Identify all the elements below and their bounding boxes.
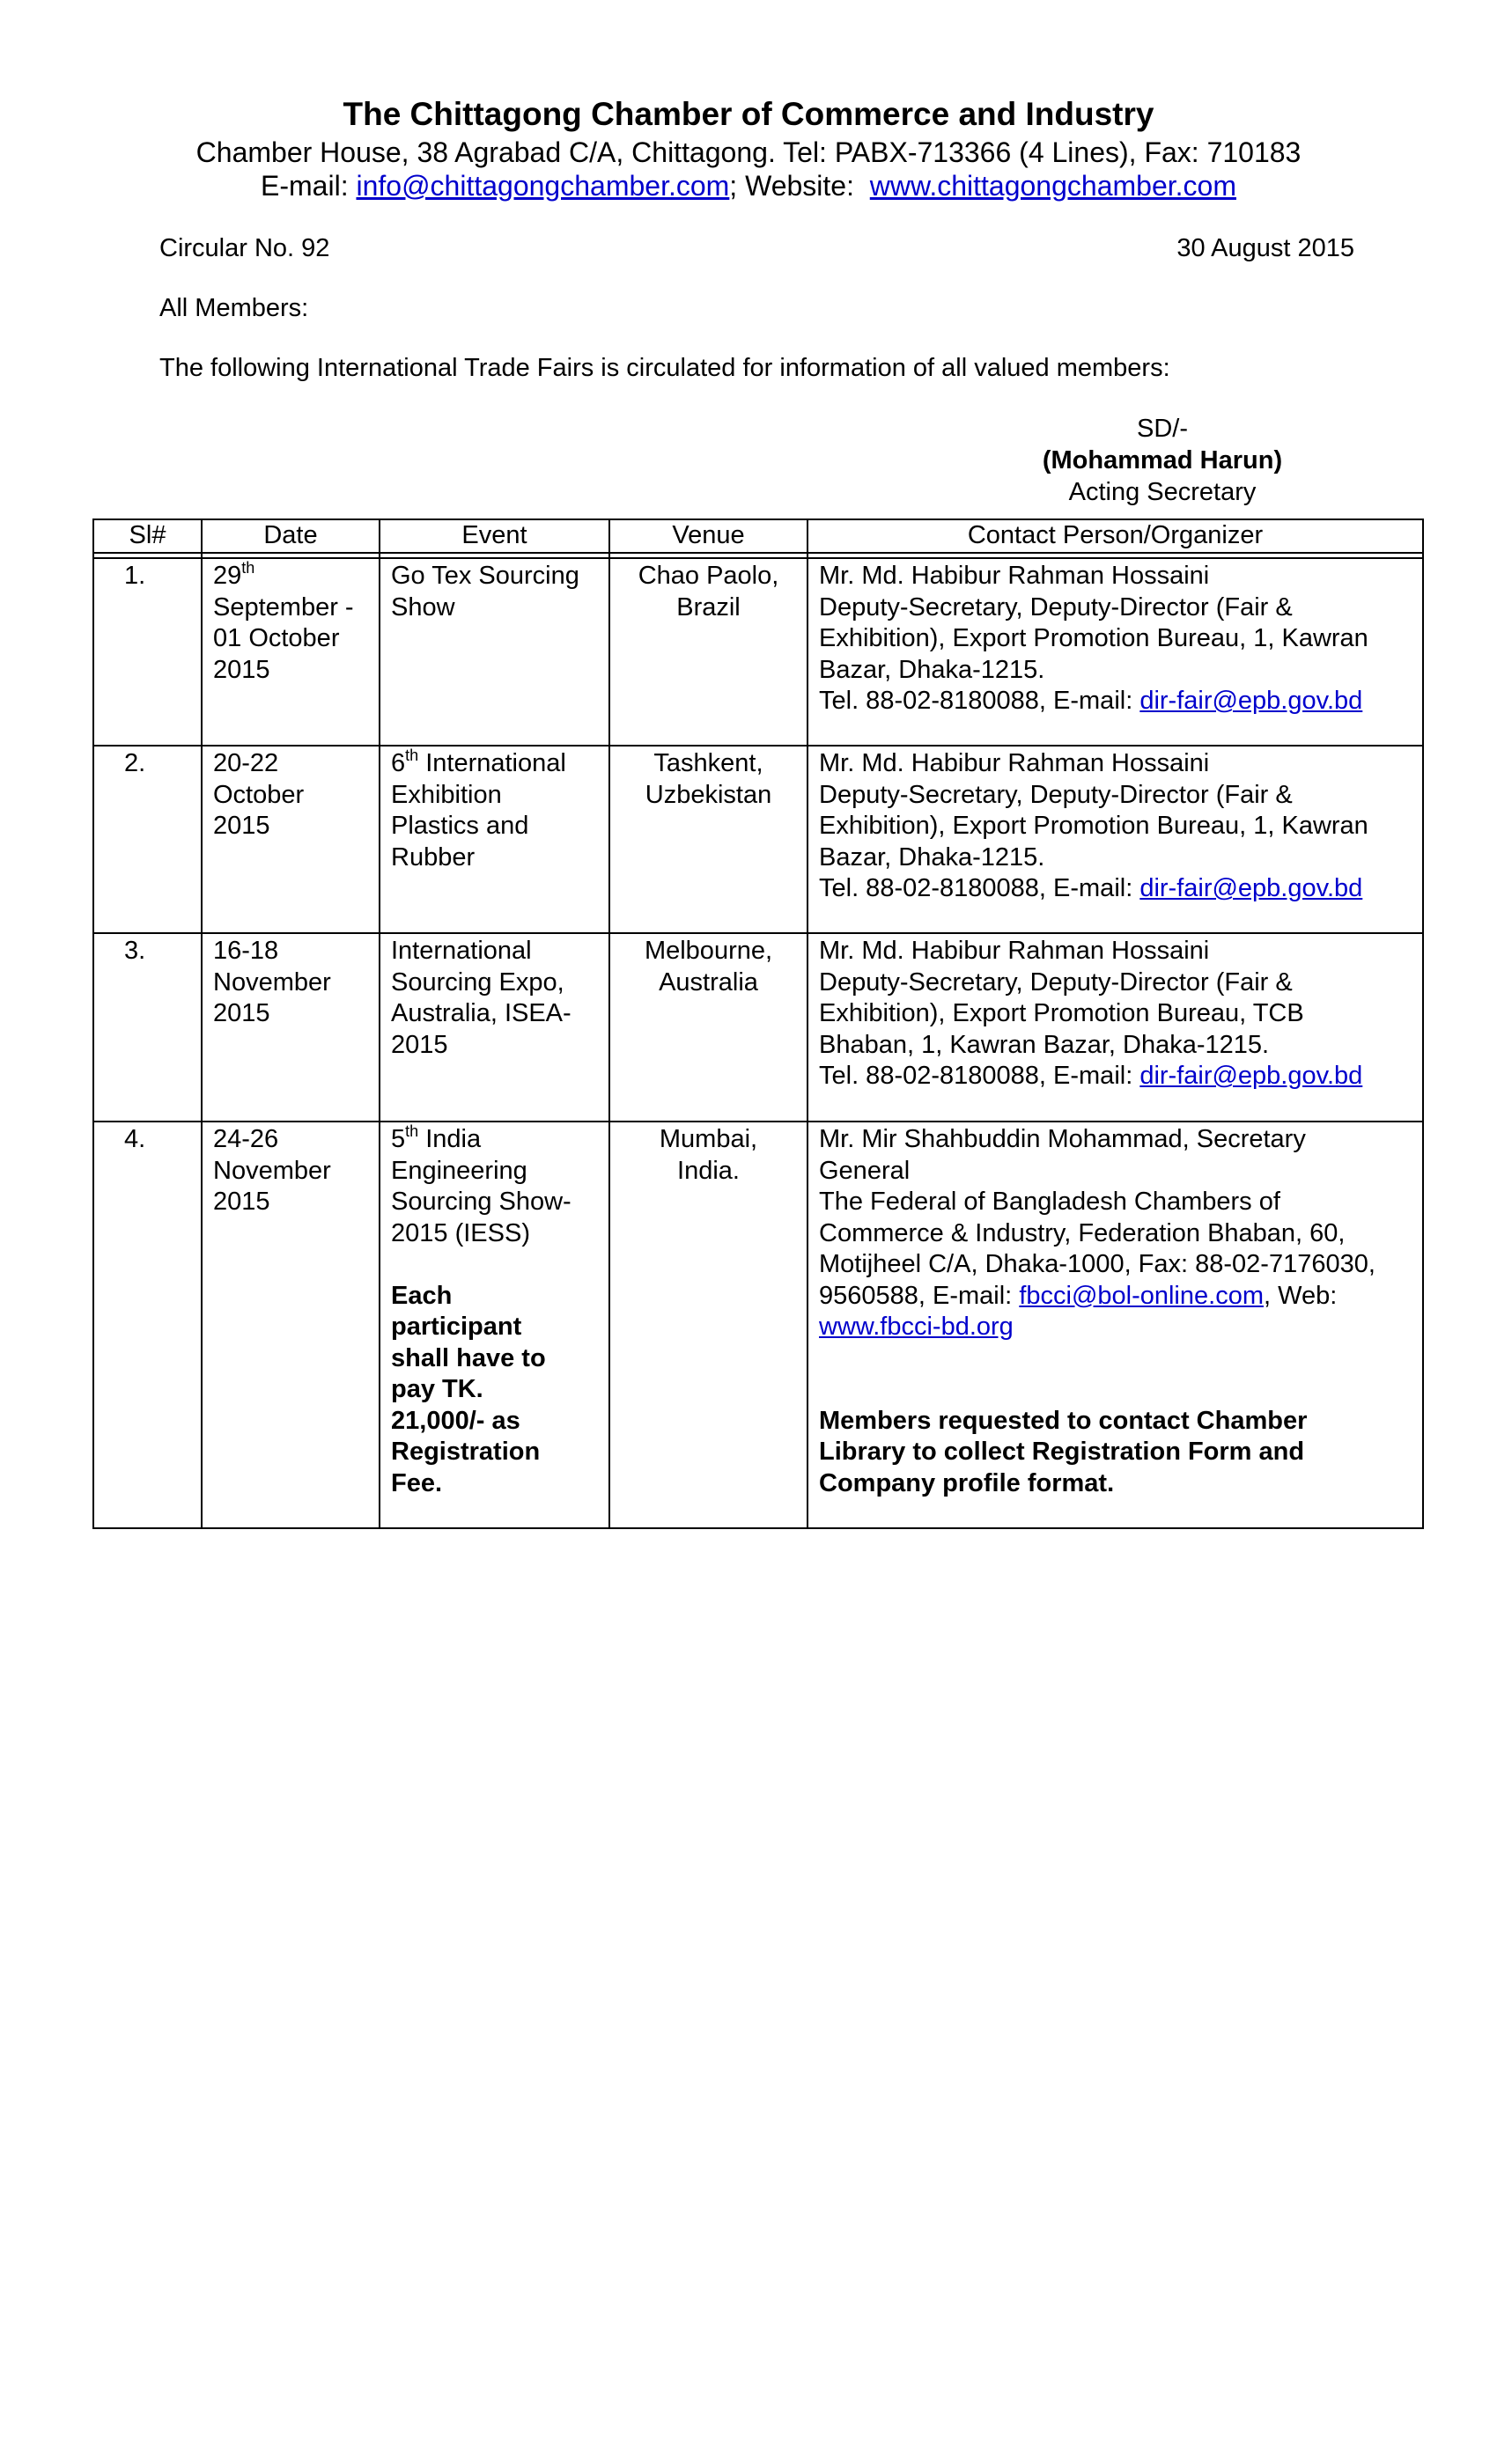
- members-note: Members requested to contact Chamber Library to collect Registration Form and Company profile format.: [819, 1406, 1308, 1497]
- row-divider: [92, 557, 1424, 559]
- row-1-venue: Chao Paolo, Brazil: [638, 562, 779, 622]
- col-divider: [608, 519, 610, 1529]
- header-date: Date: [263, 521, 318, 549]
- row-1-date: 29th September - 01 October 2015: [213, 559, 354, 684]
- registration-fee-note: Each participant shall have to pay TK. 21,000/- as Registration Fee.: [391, 1281, 546, 1497]
- contact-email-link[interactable]: dir-fair@epb.gov.bd: [1139, 874, 1363, 902]
- organization-title: The Chittagong Chamber of Commerce and Industry: [343, 96, 1154, 132]
- row-3-contact: Mr. Md. Habibur Rahman Hossaini Deputy-Secretary, Deputy-Director (Fair & Exhibition), Export Promotion Bureau, TCB Bhaban, 1, Kawran Bazar, Dhaka-1215. Tel. 88-02-8180088, E-mail: dir-fair@epb.gov.bd: [819, 937, 1363, 1090]
- salutation: All Members:: [159, 294, 309, 322]
- row-1-sl: 1.: [124, 562, 146, 590]
- row-divider: [92, 932, 1424, 934]
- header-event: Event: [461, 521, 527, 549]
- website-label: ; Website:: [729, 170, 854, 202]
- row-divider: [92, 552, 1424, 554]
- row-4-contact: Mr. Mir Shahbuddin Mohammad, Secretary General The Federal of Bangladesh Chambers of Commerce & Industry, Federation Bhaban, 60, Motijheel C/A, Dhaka-1000, Fax: 88-02-7176030, 9560588, E-mail: fbcci@bol-online.com, Web: www.fbcci-bd.org Members requested to contact Chamber Library to collect Registration Form and Company profile format.: [819, 1124, 1375, 1499]
- row-3-sl: 3.: [124, 937, 146, 965]
- fbcci-website-link[interactable]: www.fbcci-bd.org: [819, 1313, 1014, 1341]
- col-divider: [807, 519, 808, 1529]
- contact-email-link[interactable]: dir-fair@epb.gov.bd: [1139, 1062, 1363, 1090]
- row-2-contact: Mr. Md. Habibur Rahman Hossaini Deputy-Secretary, Deputy-Director (Fair & Exhibition), Export Promotion Bureau, 1, Kawran Bazar, Dhaka-1215. Tel. 88-02-8180088, E-mail: dir-fair@epb.gov.bd: [819, 749, 1368, 902]
- email-label: E-mail:: [261, 170, 349, 202]
- col-divider: [201, 519, 203, 1529]
- row-2-date: 20-22 October 2015: [213, 749, 305, 840]
- row-2-event: 6th International Exhibition Plastics and Rubber: [391, 747, 566, 872]
- row-1-contact: Mr. Md. Habibur Rahman Hossaini Deputy-Secretary, Deputy-Director (Fair & Exhibition), Export Promotion Bureau, 1, Kawran Bazar, Dhaka-1215. Tel. 88-02-8180088, E-mail: dir-fair@epb.gov.bd: [819, 562, 1368, 715]
- row-2-sl: 2.: [124, 749, 146, 777]
- header-contact: Contact Person/Organizer: [967, 521, 1264, 549]
- circular-number: Circular No. 92: [159, 234, 330, 262]
- row-3-date: 16-18 November 2015: [213, 937, 331, 1027]
- signatory-title: Acting Secretary: [1068, 478, 1257, 506]
- header-sl: Sl#: [129, 521, 166, 549]
- fbcci-email-link[interactable]: fbcci@bol-online.com: [1019, 1281, 1264, 1310]
- row-4-venue: Mumbai, India.: [659, 1125, 758, 1185]
- signatory-name: (Mohammad Harun): [1042, 446, 1283, 474]
- signature-sd: SD/-: [1137, 415, 1188, 443]
- email-link[interactable]: info@chittagongchamber.com: [356, 170, 730, 202]
- circular-date: 30 August 2015: [1176, 234, 1354, 262]
- address-line: Chamber House, 38 Agrabad C/A, Chittagong. Tel: PABX-713366 (4 Lines), Fax: 710183: [195, 136, 1302, 168]
- row-4-date: 24-26 November 2015: [213, 1125, 331, 1216]
- row-divider: [92, 1121, 1424, 1122]
- row-3-event: International Sourcing Expo, Australia, ISEA- 2015: [391, 937, 572, 1059]
- header-venue: Venue: [672, 521, 745, 549]
- contact-email-link[interactable]: dir-fair@epb.gov.bd: [1139, 687, 1363, 715]
- row-2-venue: Tashkent, Uzbekistan: [645, 749, 772, 809]
- intro-text: The following International Trade Fairs is circulated for information of all valued members:: [159, 354, 1170, 382]
- website-link[interactable]: www.chittagongchamber.com: [869, 170, 1236, 202]
- row-3-venue: Melbourne, Australia: [644, 937, 773, 997]
- row-divider: [92, 745, 1424, 747]
- col-divider: [379, 519, 380, 1529]
- row-4-sl: 4.: [124, 1125, 146, 1153]
- row-1-event: Go Tex Sourcing Show: [391, 562, 579, 622]
- contact-line: [0, 169, 1497, 202]
- row-4-event: 5th India Engineering Sourcing Show- 2015 (IESS) Each participant shall have to pay TK. 21,000/- as Registration Fee.: [391, 1124, 572, 1499]
